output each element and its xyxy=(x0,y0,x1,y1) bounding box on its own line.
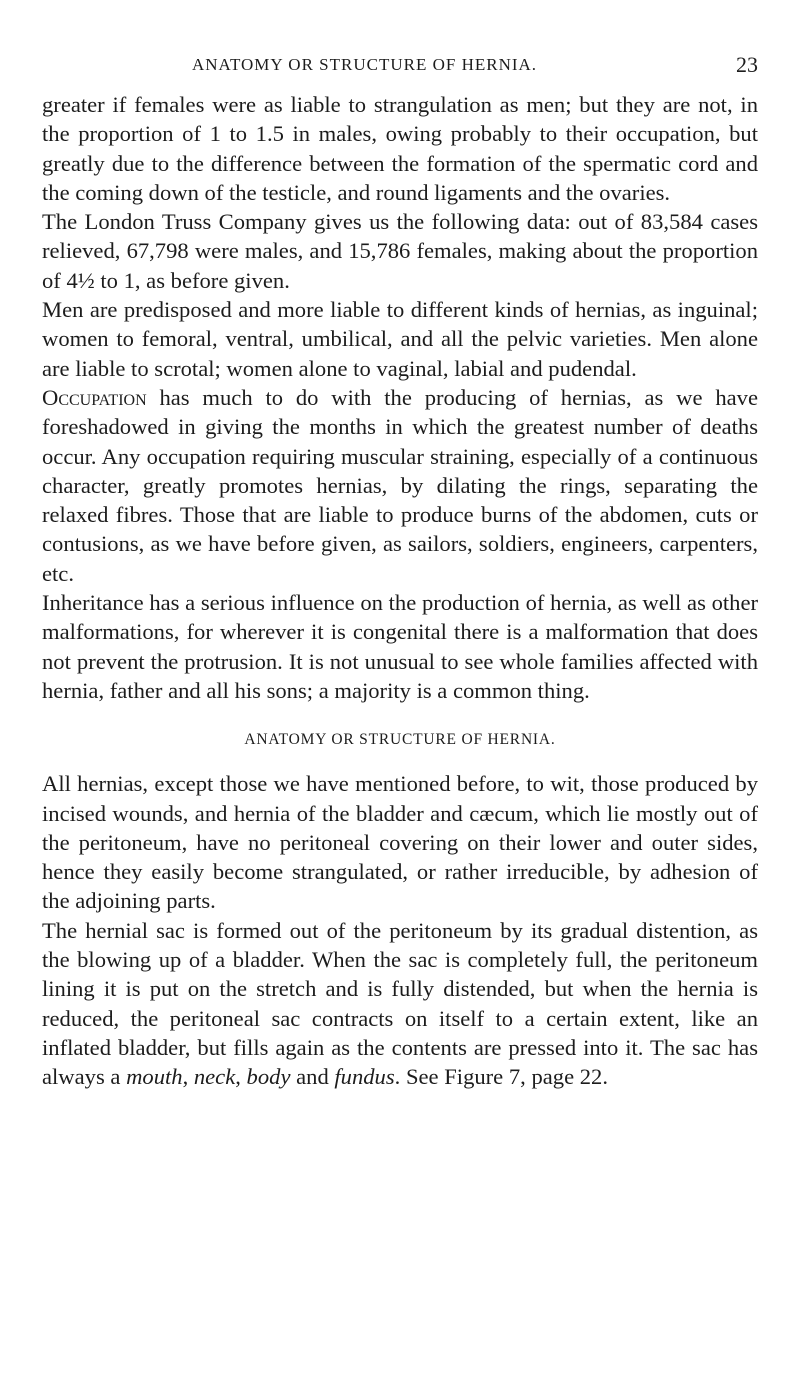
paragraph-hernial-sac xyxy=(42,916,758,1092)
term-mouth: mouth xyxy=(126,1064,183,1090)
paragraph-predisposition: Men are predisposed and more liable to different kinds of hernias, as inguinal; women to femoral, ventral, umbilical, and all the pelvic varieties. Men alone are liable to scrotal; women alone to vaginal, labial and pudendal. xyxy=(42,297,758,381)
hernial-sac-text-start: The hernial sac is formed out of the peritoneum by its gradual distention, as the blowing up of a bladder. When the sac is completely full, the peritoneum lining it is put on the stretch and is fully distended, but when the hernia is reduced, the peritoneal sac contracts on itself to a certain extent, like an inflated bladder, but fills again as the contents are pressed into it. The sac has always a xyxy=(42,917,758,1090)
paragraph-occupation xyxy=(42,383,758,588)
occupation-lead-word: Occupation xyxy=(42,384,147,410)
occupation-body: has much to do with the producing of hernias, as we have foreshadowed in giving the months in which the greatest number of deaths occur. Any occupation requiring muscular straining, especially of a continuous character, greatly promotes hernias, by dilating the rings, separating the relaxed fibres. Those that are liable to produce burns of the abdomen, cuts or contusions, as we have before given, as sailors, soldiers, engineers, carpenters, etc. xyxy=(42,384,758,586)
running-title: ANATOMY OR STRUCTURE OF HERNIA. xyxy=(192,55,538,74)
section-heading: ANATOMY OR STRUCTURE OF HERNIA. xyxy=(244,731,556,749)
term-neck: neck xyxy=(193,1064,236,1090)
hernial-sac-text-end: . See Figure 7, page 22. xyxy=(394,1064,608,1090)
paragraph-continuation: greater if females were as liable to strangulation as men; but they are not, in the proportion of 1 to 1.5 in males, owing probably to their occupation, but greatly due to the difference between the formation of the spermatic cord and the coming down of the testicle, and round ligaments and the ovaries. xyxy=(42,92,758,205)
term-fundus: fundus xyxy=(334,1064,395,1090)
running-head xyxy=(42,50,758,80)
page-number: 23 xyxy=(736,52,758,77)
term-body: body xyxy=(246,1064,291,1090)
term-separator-1: , xyxy=(182,1064,194,1090)
paragraph-truss-data: The London Truss Company gives us the following data: out of 83,584 cases relieved, 67,798 were males, and 15,786 females, making about the proportion of 4½ to 1, as before given. xyxy=(42,209,758,293)
paragraph-inheritance: Inheritance has a serious influence on the production of hernia, as well as other malformations, for wherever it is congenital there is a malformation that does not prevent the protrusion. It is not unusual to see whole families affected with hernia, father and all his sons; a majority is a common thing. xyxy=(42,590,758,703)
term-separator-3: and xyxy=(290,1064,335,1090)
term-separator-2: , xyxy=(235,1064,247,1090)
paragraph-peritoneal-covering: All hernias, except those we have mentioned before, to wit, those produced by incised wounds, and hernia of the bladder and cæcum, which lie mostly out of the peritoneum, have no peritoneal covering on their lower and outer sides, hence they easily become strangulated, or rather irreducible, by adhesion of the adjoining parts. xyxy=(42,771,758,914)
